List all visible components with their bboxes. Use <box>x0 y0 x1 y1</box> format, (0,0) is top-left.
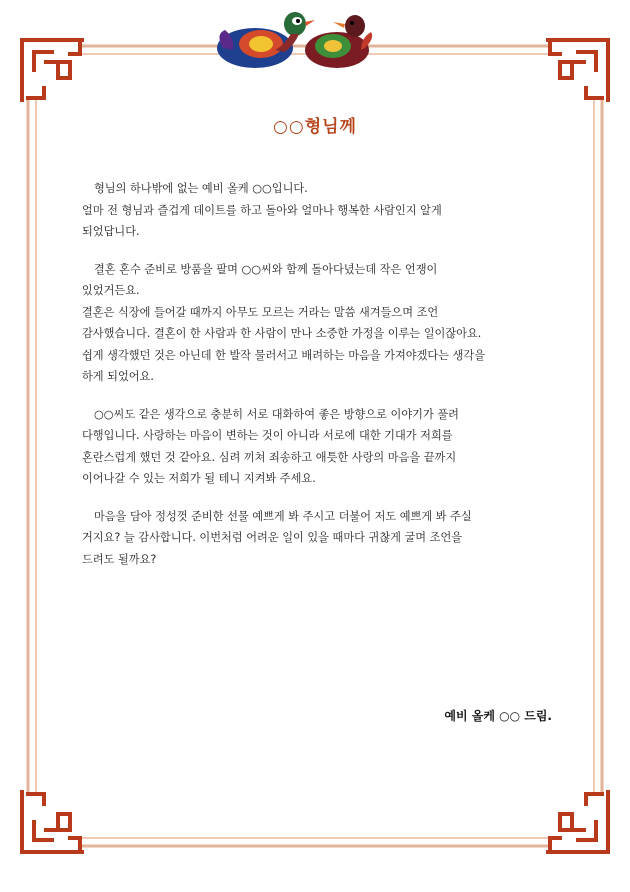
text-line: 마음을 담아 정성껏 준비한 선물 예쁘게 봐 주시고 더불어 저도 예쁘게 봐 주실 <box>94 509 472 523</box>
mandarin-duck-icon <box>305 15 372 68</box>
mandarin-ducks-illustration <box>205 4 380 74</box>
paragraph-2 <box>82 259 552 388</box>
paragraph-1 <box>82 178 552 243</box>
paragraph-3 <box>82 404 552 490</box>
text-line: 얼마 전 형님과 즐겁게 데이트를 하고 돌아와 얼마나 행복한 사람인지 알게 <box>82 203 442 217</box>
text-line: 드려도 될까요? <box>82 552 157 566</box>
text-line: 형님의 하나밖에 없는 예비 올케 ○○입니다. <box>94 182 308 195</box>
signature: 예비 올케 ○○ 드림. <box>444 709 552 723</box>
text-line: 있었거든요. <box>82 284 140 297</box>
text-line: 혼란스럽게 했던 것 같아요. 심려 끼쳐 죄송하고 애틋한 사랑의 마음을 끝까지 <box>82 450 457 464</box>
text-line: 거지요? 늘 감사합니다. 이번처럼 어려운 일이 있을 때마다 귀찮게 굴며 조언을 <box>82 531 463 544</box>
text-line: 쉽게 생각했던 것은 아닌데 한 발작 물러서고 배려하는 마음을 가져야겠다는 생각을 <box>82 348 486 362</box>
letter-title: ○○형님께 <box>273 117 357 137</box>
text-line: 되었답니다. <box>82 225 140 238</box>
text-line: 이어나갈 수 있는 저희가 될 테니 지켜봐 주세요. <box>82 472 316 485</box>
text-line: 하게 되었어요. <box>82 370 154 383</box>
text-line: 감사했습니다. 결혼이 한 사람과 한 사람이 만나 소중한 가정을 이루는 일이잖아요. <box>82 327 482 340</box>
mandarin-duck-icon <box>217 12 315 68</box>
text-line: 다행입니다. 사랑하는 마음이 변하는 것이 아니라 서로에 대한 기대가 저희를 <box>82 429 453 442</box>
text-line: ○○씨도 같은 생각으로 충분히 서로 대화하여 좋은 방향으로 이야기가 풀려 <box>94 407 459 421</box>
text-line: 결혼은 식장에 들어갈 때까지 아무도 모르는 거라는 말씀 새겨들으며 조언 <box>82 305 439 319</box>
letter-body <box>82 178 552 586</box>
text-line: 결혼 혼수 준비로 방품을 팔며 ○○씨와 함께 돌아다녔는데 작은 언쟁이 <box>94 262 438 276</box>
paragraph-4 <box>82 506 552 571</box>
